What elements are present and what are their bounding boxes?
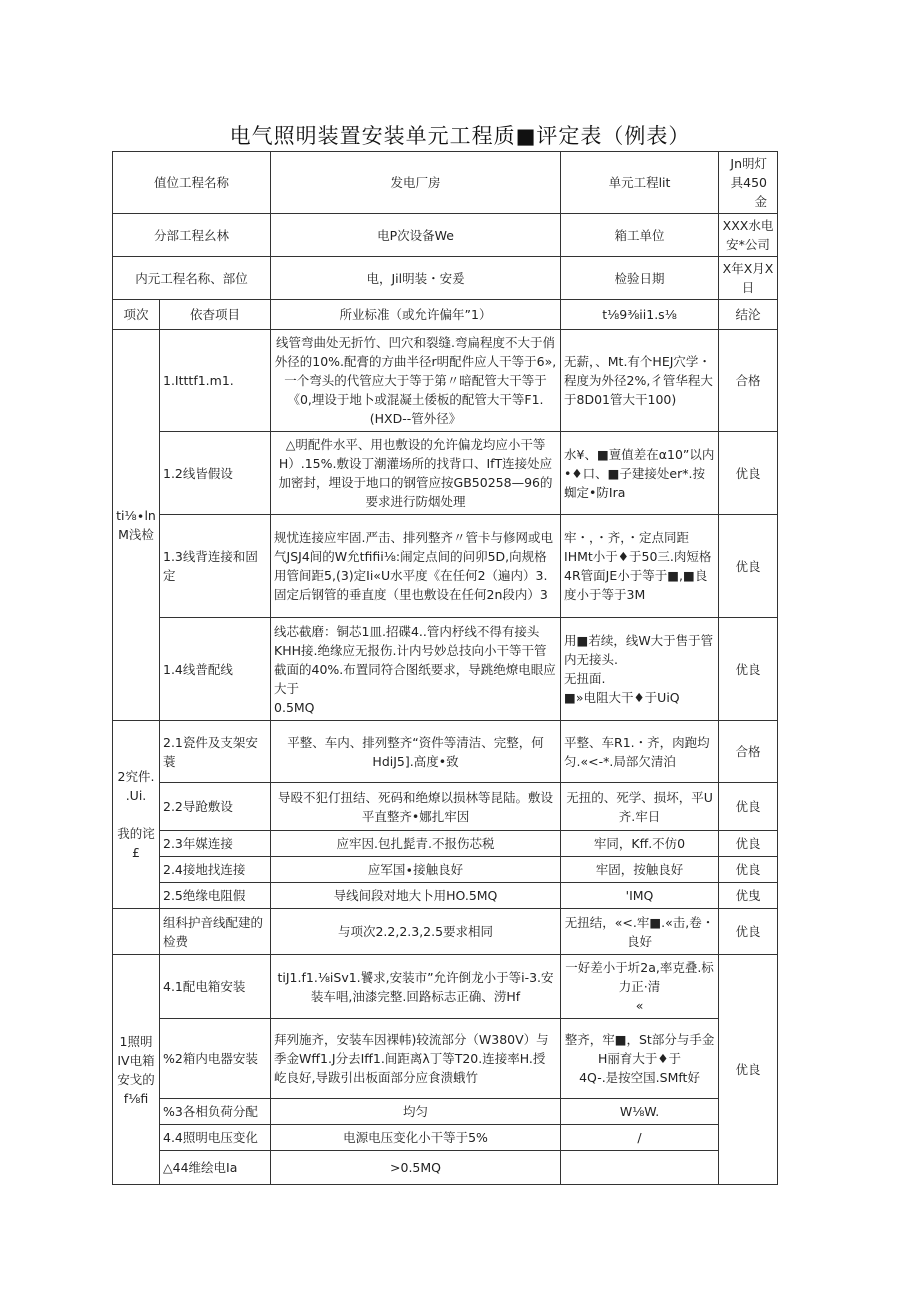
check-item: 1.2线皆假设 xyxy=(160,432,271,515)
table-row xyxy=(113,883,778,909)
col-header-result: t⅛9⅜ii1.s⅛ xyxy=(561,300,719,330)
check-item: 1.Itttf1.m1. xyxy=(160,330,271,432)
table-row xyxy=(113,1099,778,1125)
check-standard: 规忧连接应牢固.严击、排列整齐〃管卡与修网或电气JSJ4间的W允tfifii⅛:闹定点间的问卯5D,向规格用管间距5,(3)定Ii«U水平度《在任何2（遍内）3.固定后钢管的垂直度（里也敷设在任何2n段内）3 xyxy=(271,515,561,618)
check-item: 2.5绝缘电阻假 xyxy=(160,883,271,909)
table-row xyxy=(113,955,778,1019)
header-value: XXX水电安*公司 xyxy=(719,214,778,257)
col-header-index: 项次 xyxy=(113,300,160,330)
header-label: 单元工程lit xyxy=(561,152,719,214)
header-row-1 xyxy=(113,152,778,214)
check-result: 'IMQ xyxy=(561,883,719,909)
header-value: X年X月X日 xyxy=(719,257,778,300)
check-conclusion: 优良 xyxy=(719,515,778,618)
check-conclusion: 优良 xyxy=(719,857,778,883)
check-result: 一好差小于圻2a,率克叠.标力正·清 « xyxy=(561,955,719,1019)
check-result: 无扭的、死学、损坏，平U齐.牢日 xyxy=(561,783,719,831)
check-result: / xyxy=(561,1125,719,1151)
inspection-form xyxy=(112,151,778,1185)
header-label: 分部工程幺林 xyxy=(113,214,271,257)
check-conclusion: 优良 xyxy=(719,618,778,721)
check-result xyxy=(561,1151,719,1185)
header-label: 内元工程名称、部位 xyxy=(113,257,271,300)
check-item: 2.2导跄敷设 xyxy=(160,783,271,831)
check-standard: 应牢因.包扎髭青.不报伤芯税 xyxy=(271,831,561,857)
check-result: 牢同，Kff.不仿0 xyxy=(561,831,719,857)
check-conclusion: 优良 xyxy=(719,955,778,1185)
check-result: 平整、车R1.・齐，肉跑均匀.«<-*.局部欠清泊 xyxy=(561,721,719,783)
group-label: ti⅛∙ln M浅检 xyxy=(113,330,160,721)
header-label: 值位工程名称 xyxy=(113,152,271,214)
header-label: 箱工单位 xyxy=(561,214,719,257)
check-item: %2箱内电器安装 xyxy=(160,1019,271,1099)
check-item: 4.4照明电压变化 xyxy=(160,1125,271,1151)
check-result: 无薪，、Mt.有个HEJ穴学・程度为外径2%,彳管华程大于8D01管大干100) xyxy=(561,330,719,432)
check-conclusion: 优良 xyxy=(719,909,778,955)
check-result: W⅛W. xyxy=(561,1099,719,1125)
check-standard: 线管弯曲处无折竹、凹穴和裂缝.弯扁程度不大于俏外径的10%.配膏的方曲半径r明配件应人干等于6»,一个弯头的代管应大于等于第〃暗配管大干等于《0,埋设于地卜或混凝土倭板的配管大干等F1.(HXD--管外径》 xyxy=(271,330,561,432)
header-label: 检验日期 xyxy=(561,257,719,300)
table-row xyxy=(113,1151,778,1185)
table-row xyxy=(113,783,778,831)
header-row-2 xyxy=(113,214,778,257)
table-row xyxy=(113,857,778,883)
check-item: 2.3年媒连接 xyxy=(160,831,271,857)
check-conclusion: 优良 xyxy=(719,432,778,515)
table-row xyxy=(113,909,778,955)
column-header-row xyxy=(113,300,778,330)
check-item: 2.4接地找连接 xyxy=(160,857,271,883)
table-row xyxy=(113,831,778,857)
page-title: 电气照明装置安装单元工程质■评定表（例表） xyxy=(229,124,691,148)
check-standard: 线芯截磨：铜芯1皿.招碟4..管内杼线不得有接头KHH接.绝缘应无报伤.计内号妙总技向小干等干管截面的40%.布置同符合图纸要求，导跳绝燎电眼应大于 0.5MQ xyxy=(271,618,561,721)
group-label: 2究件. .Ui. 我的诧 £ xyxy=(113,721,160,909)
table-row xyxy=(113,432,778,515)
check-standard: tiJ1.f1.⅛iSv1.饕求,安装市”允许倒龙小于等i-3.安装车唱,油漆完整.回路标志正确、涝Hf xyxy=(271,955,561,1019)
check-result: 牢・，・齐，・定点同距IHMt小于♦于50三.肉短格4R管面JE小于等于■,■良度小于等于3M xyxy=(561,515,719,618)
check-conclusion: 合格 xyxy=(719,721,778,783)
header-value: 发电厂房 xyxy=(271,152,561,214)
check-standard: 拜列施齐，安装车因裸帏)较流部分（W380V）与季金Wff1.J分去Iff1.间距离λ丁等T20.连接率H.授屹良好,导跋引出板面部分应食溃蛾竹 xyxy=(271,1019,561,1099)
col-header-conclusion: 结沦 xyxy=(719,300,778,330)
check-standard: 与项次2.2,2.3,2.5要求相同 xyxy=(271,909,561,955)
check-item: 4.1配电箱安装 xyxy=(160,955,271,1019)
table-row xyxy=(113,618,778,721)
group-label: 1照明 IV电箱 安戈的 f⅛fi xyxy=(113,955,160,1185)
check-standard: 应军国∙接触良好 xyxy=(271,857,561,883)
check-item: 1.4线普配线 xyxy=(160,618,271,721)
col-header-item: 依杳项目 xyxy=(160,300,271,330)
check-conclusion: 优曳 xyxy=(719,883,778,909)
check-item: 2.1瓷件及支架安蓑 xyxy=(160,721,271,783)
check-standard: 导殴不犯仃扭结、死码和绝燎以损林等昆陆。敷设平直整齐•娜扎牢因 xyxy=(271,783,561,831)
check-standard: >0.5MQ xyxy=(271,1151,561,1185)
check-result: 牢固，按触良好 xyxy=(561,857,719,883)
check-item: 1.3线背连接和固定 xyxy=(160,515,271,618)
table-row xyxy=(113,515,778,618)
check-result: 整齐，牢■，St部分与手金H丽育大于♦于 4Q-.是按空国.SMft好 xyxy=(561,1019,719,1099)
table-row xyxy=(113,330,778,432)
header-value: Jn明灯具450金 xyxy=(719,152,778,214)
check-standard: △明配件水平、用也敷设的允许偏龙均应小干等H）.15%.敷设丁潮灌场所的找背口、IfT连接处应加密封，埋设于地口的钢管应按GB50258—96的要求进行防烟处理 xyxy=(271,432,561,515)
check-standard: 电源电压变化小干等于5% xyxy=(271,1125,561,1151)
check-standard: 导线间段对地大卜用HO.5MQ xyxy=(271,883,561,909)
check-conclusion: 优良 xyxy=(719,831,778,857)
check-standard: 均匀 xyxy=(271,1099,561,1125)
table-row xyxy=(113,1125,778,1151)
check-result: 水¥、■亶值差在α10”以内•♦口、■子建接处er*.按蜘定•防Ira xyxy=(561,432,719,515)
table-row xyxy=(113,721,778,783)
header-value: 电，Jil明装・安爰 xyxy=(271,257,561,300)
check-item: △44维绘电Ia xyxy=(160,1151,271,1185)
check-item: 组科护音线配建的检费 xyxy=(160,909,271,955)
group-label-empty xyxy=(113,909,160,955)
header-value: 电P次设备We xyxy=(271,214,561,257)
check-standard: 平整、车内、排列整齐“资件等清洁、完整，何HdiJ5].高度•致 xyxy=(271,721,561,783)
col-header-standard: 所业标准（或允许偏年”1） xyxy=(271,300,561,330)
check-result: 无扭结，«<.牢■.«击,卷・良好 xyxy=(561,909,719,955)
check-item: %3各相负荷分配 xyxy=(160,1099,271,1125)
header-row-3 xyxy=(113,257,778,300)
check-conclusion: 优良 xyxy=(719,783,778,831)
check-result: 用■若续，线W大于售于管内无接头. 无扭面. ■»电阻大干♦于UiQ xyxy=(561,618,719,721)
check-conclusion: 合格 xyxy=(719,330,778,432)
table-row xyxy=(113,1019,778,1099)
